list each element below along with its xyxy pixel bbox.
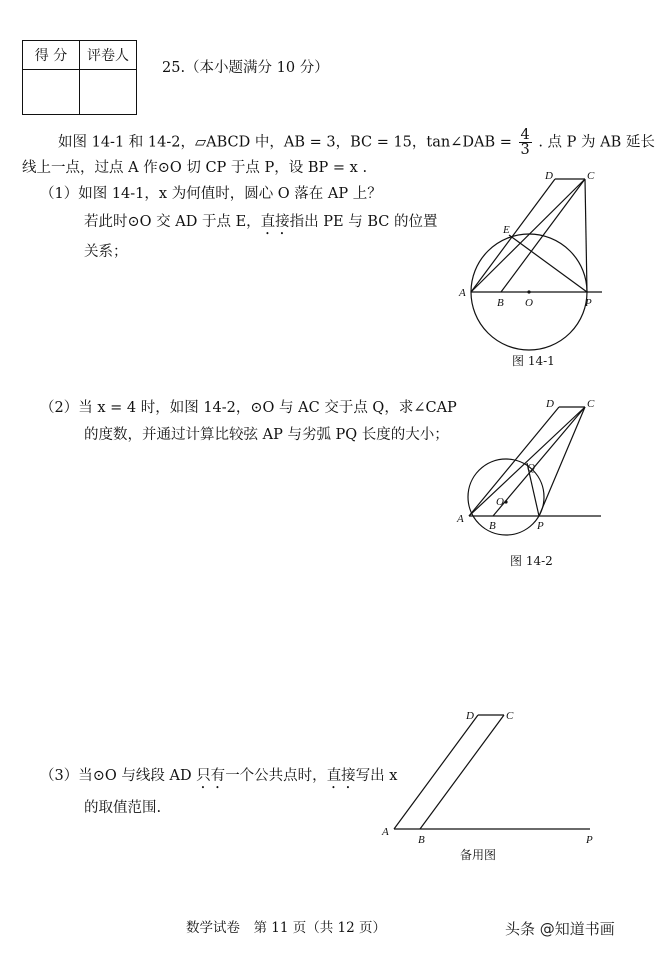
grader-header: 评卷人 (80, 41, 137, 70)
fig1-label-d: D (545, 170, 553, 182)
fig1-label-c: C (587, 170, 595, 182)
part2-line-1: （2）当 x = 4 时，如图 14-2，⊙O 与 AC 交于点 Q，求∠CAP (40, 400, 457, 416)
part2-line-2: 的度数，并通过计算比较弦 AP 与劣弧 PQ 长度的大小； (84, 427, 449, 443)
line-bc (420, 715, 504, 829)
page-footer: 数学试卷 第 11 页（共 12 页） (186, 920, 387, 936)
fig1-label-e: E (503, 224, 510, 236)
line-cp (585, 179, 587, 292)
score-table (22, 40, 137, 115)
part3-text-b: 一个公共点时， (225, 768, 327, 784)
part3-line-1 (40, 766, 397, 792)
fig2-label-q: Q (527, 462, 535, 474)
fig1-label-o: O (525, 297, 533, 309)
grader-cell[interactable] (80, 70, 137, 115)
fig2-label-c: C (587, 398, 595, 410)
intro-fraction (519, 128, 532, 157)
figure-14-2 (455, 395, 605, 545)
question-title: 25.（本小题满分 10 分） (162, 60, 329, 76)
fig2-label-o: O (496, 496, 504, 508)
fig3-label-p: P (586, 834, 593, 846)
center-o-dot (527, 290, 530, 293)
part1-line-3: 关系； (84, 244, 128, 260)
intro-text-a: 如图 14-1 和 14-2，▱ABCD 中，AB = 3，BC = 15，tan∠DAB = (58, 134, 512, 151)
center-o-dot (504, 500, 507, 503)
fig3-label-a: A (382, 826, 389, 838)
line-ad (394, 715, 478, 829)
line-bc (493, 407, 585, 516)
part3-emphasis-2: 直接 (326, 768, 356, 784)
fig2-label-p: P (537, 520, 544, 532)
part3-text-c: 写出 x (355, 768, 398, 784)
fig1-label-p: P (585, 297, 592, 309)
fig2-caption: 图 14-2 (510, 554, 553, 568)
fig1-label-b: B (497, 297, 504, 309)
intro-line-2: 线上一点，过点 A 作⊙O 切 CP 于点 P，设 BP = x . (22, 160, 368, 176)
fig1-label-a: A (459, 287, 466, 299)
fraction-numerator: 4 (520, 127, 530, 143)
part3-line-2: 的取值范围. (84, 800, 162, 816)
figure-14-1 (455, 165, 605, 365)
part3-text-a: （3）当⊙O 与线段 AD (40, 768, 197, 784)
reserve-figure (378, 705, 600, 850)
fig3-label-b: B (418, 834, 425, 846)
part3-emphasis-1: 只有 (196, 768, 226, 784)
line-pe (509, 235, 587, 292)
score-cell[interactable] (23, 70, 80, 115)
part1-line-2 (84, 212, 437, 238)
fig2-label-b: B (489, 520, 496, 532)
fig3-label-c: C (506, 710, 514, 722)
part1-line-1: （1）如图 14-1，x 为何值时，圆心 O 落在 AP 上？ (40, 186, 382, 202)
watermark: 头条 @知道书画 (505, 920, 615, 938)
score-header: 得 分 (23, 41, 80, 70)
reserve-caption: 备用图 (460, 848, 497, 862)
part1-emphasis: 直接 (260, 214, 290, 230)
fig3-label-d: D (466, 710, 474, 722)
intro-line-1 (58, 128, 655, 157)
part1-text-a: 若此时⊙O 交 AD 于点 E， (84, 214, 261, 230)
part1-text-b: 指出 PE 与 BC 的位置 (289, 214, 438, 230)
intro-text-b: . 点 P 为 AB 延长 (538, 134, 655, 151)
fig2-label-d: D (546, 398, 554, 410)
fraction-denominator: 3 (520, 142, 530, 158)
fig1-caption: 图 14-1 (512, 354, 555, 368)
line-ac (471, 179, 585, 292)
fig2-label-a: A (457, 513, 464, 525)
